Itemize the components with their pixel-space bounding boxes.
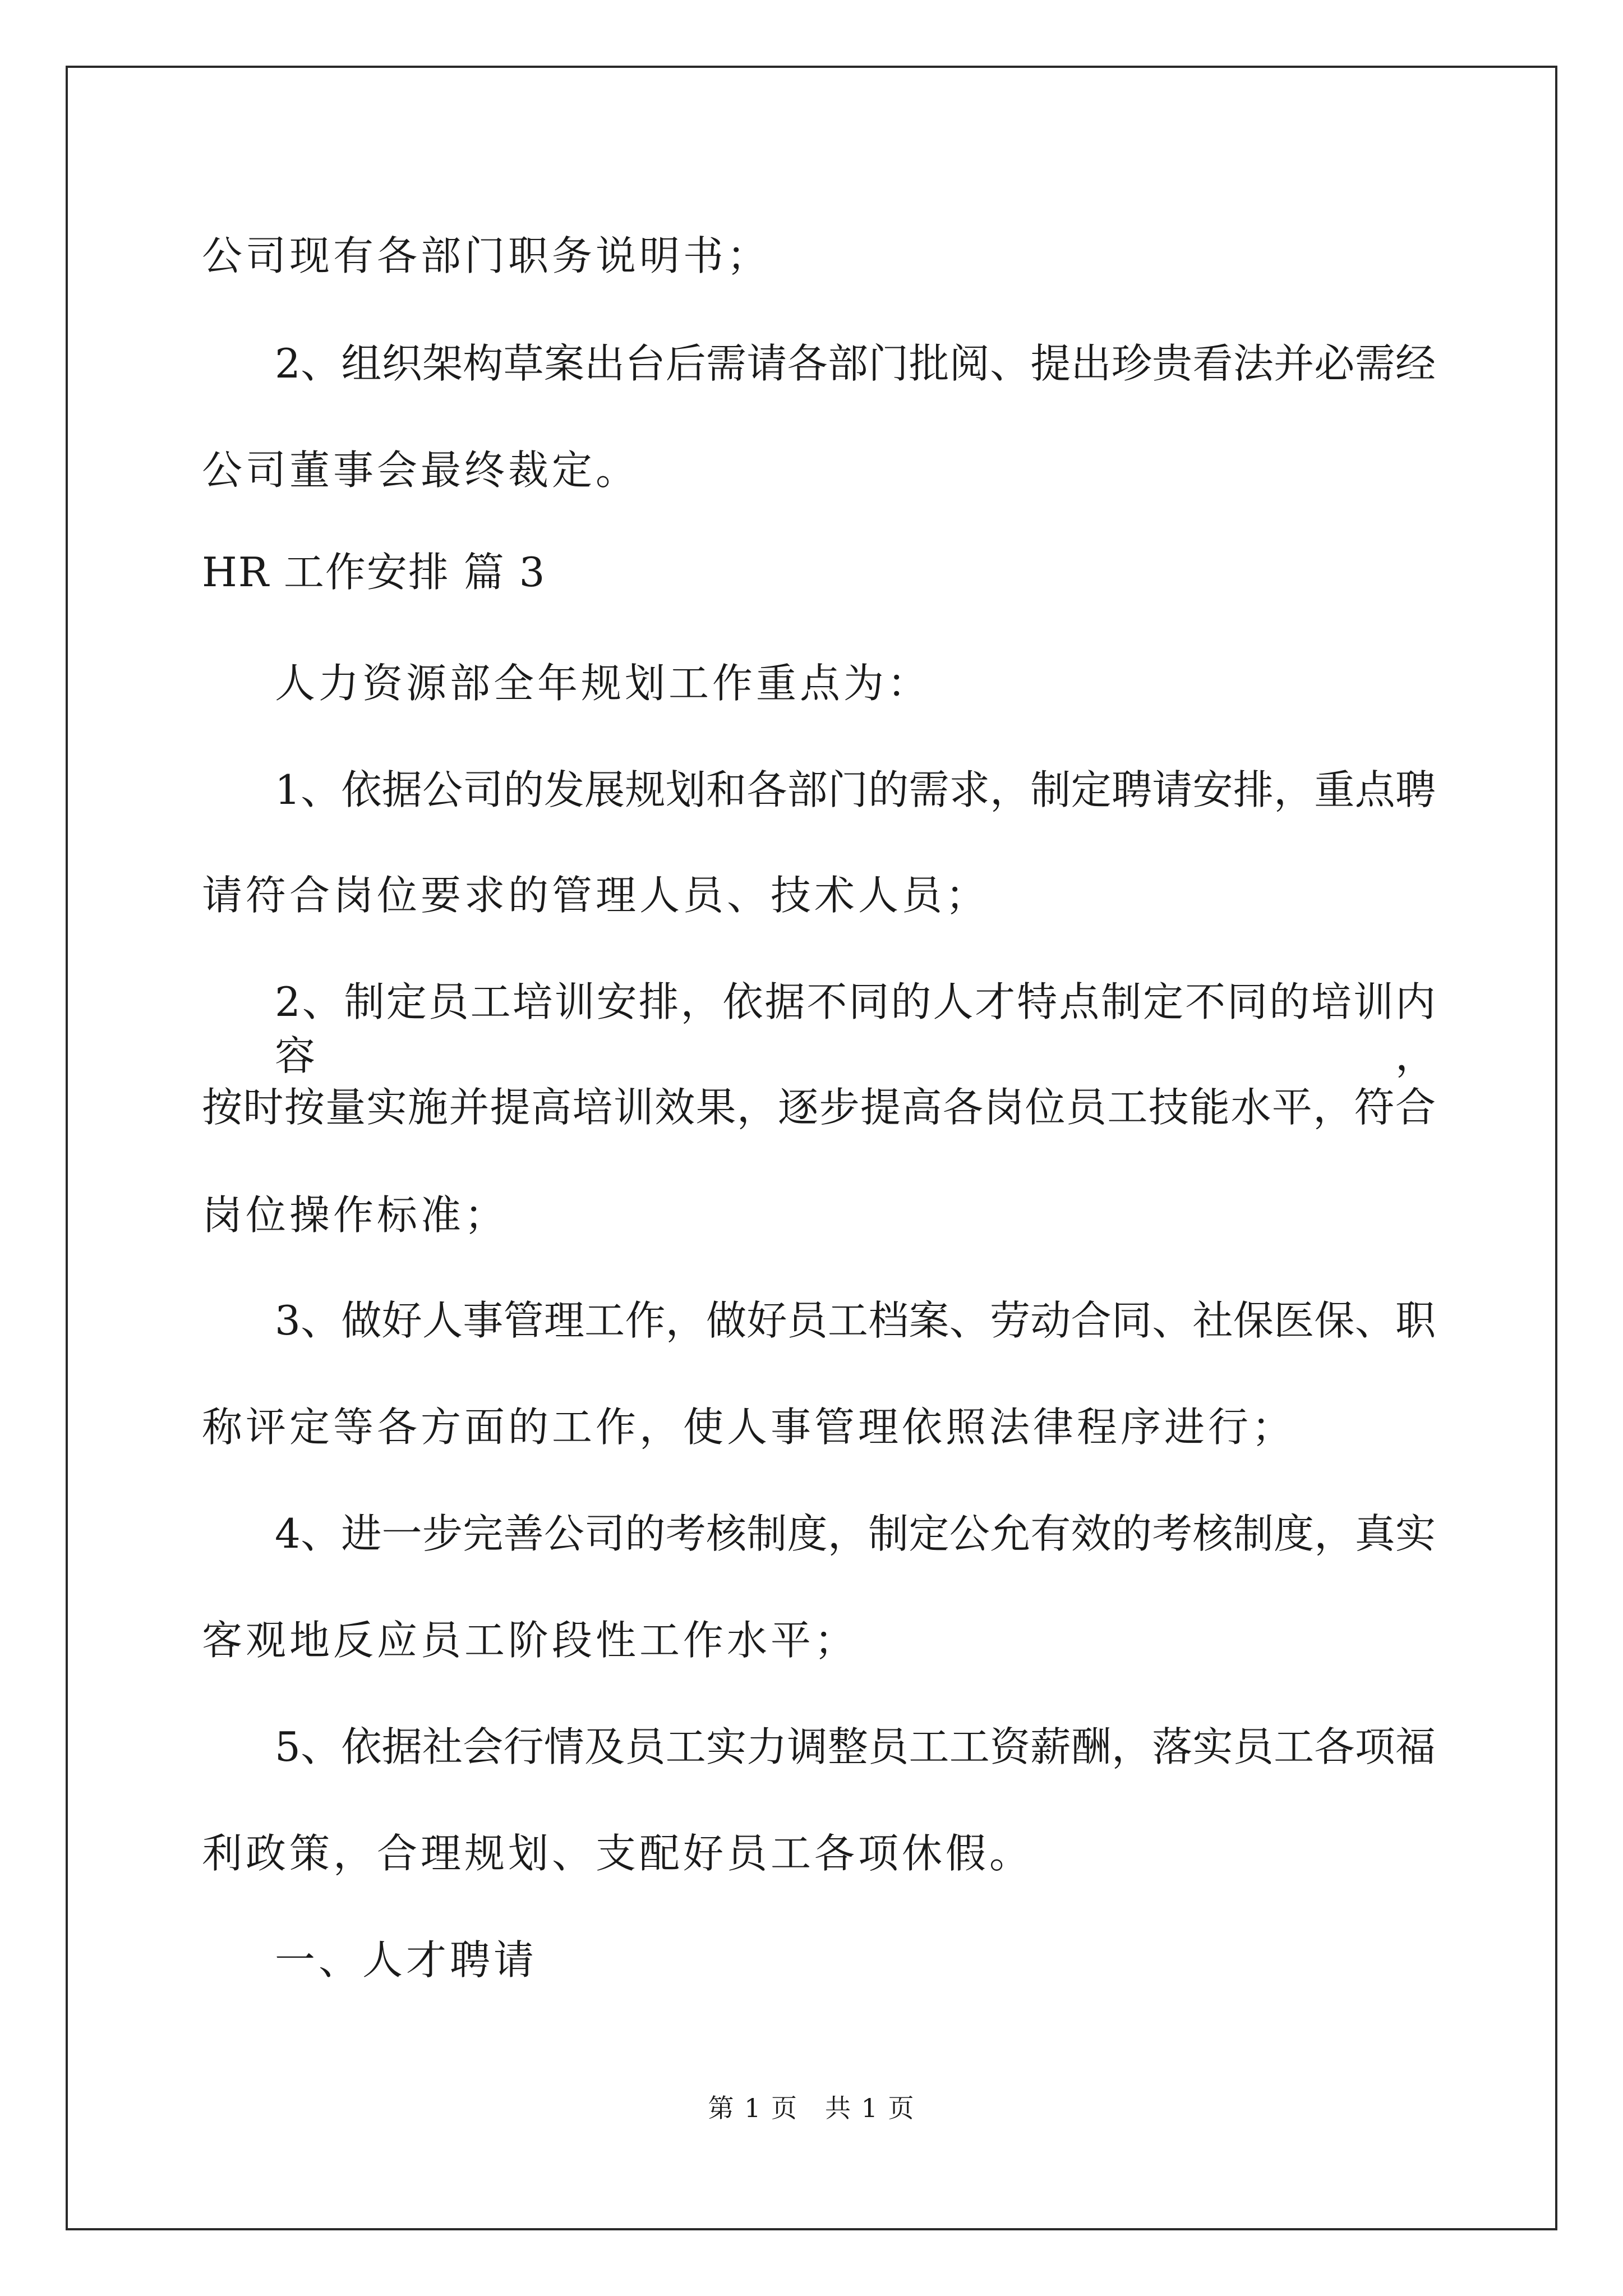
text-line: 人力资源部全年规划工作重点为： bbox=[275, 660, 932, 707]
text-line: 5、依据社会行情及员工实力调整员工工资薪酬，落实员工各项福 bbox=[275, 1723, 1436, 1770]
text-line: 按时按量实施并提高培训效果，逐步提高各岗位员工技能水平，符合 bbox=[202, 1084, 1436, 1131]
text-line: 3、做好人事管理工作，做好员工档案、劳动合同、社保医保、职 bbox=[275, 1297, 1436, 1344]
page-footer: 第 1 页 共 1 页 bbox=[708, 2093, 915, 2123]
text-line: 公司董事会最终裁定。 bbox=[202, 447, 640, 494]
text-line: 客观地反应员工阶段性工作水平； bbox=[202, 1617, 859, 1664]
text-line: 4、进一步完善公司的考核制度，制定公允有效的考核制度，真实 bbox=[275, 1510, 1436, 1557]
section-heading: HR 工作安排 篇 3 bbox=[202, 549, 546, 596]
text-line: 称评定等各方面的工作，使人事管理依照法律程序进行； bbox=[202, 1404, 1296, 1451]
text-line: 请符合岗位要求的管理人员、技术人员； bbox=[202, 872, 990, 919]
text-line: 2、组织架构草案出台后需请各部门批阅、提出珍贵看法并必需经 bbox=[275, 340, 1436, 387]
text-line: 2、制定员工培训安排，依据不同的人才特点制定不同的培训内容， bbox=[275, 978, 1436, 1079]
text-line: 公司现有各部门职务说明书； bbox=[202, 232, 771, 279]
text-line: 一、人才聘请 bbox=[275, 1936, 538, 1984]
text-line: 利政策，合理规划、支配好员工各项休假。 bbox=[202, 1830, 1034, 1877]
text-line: 1、依据公司的发展规划和各部门的需求，制定聘请安排，重点聘 bbox=[275, 766, 1436, 813]
text-line: 岗位操作标准； bbox=[202, 1191, 509, 1239]
